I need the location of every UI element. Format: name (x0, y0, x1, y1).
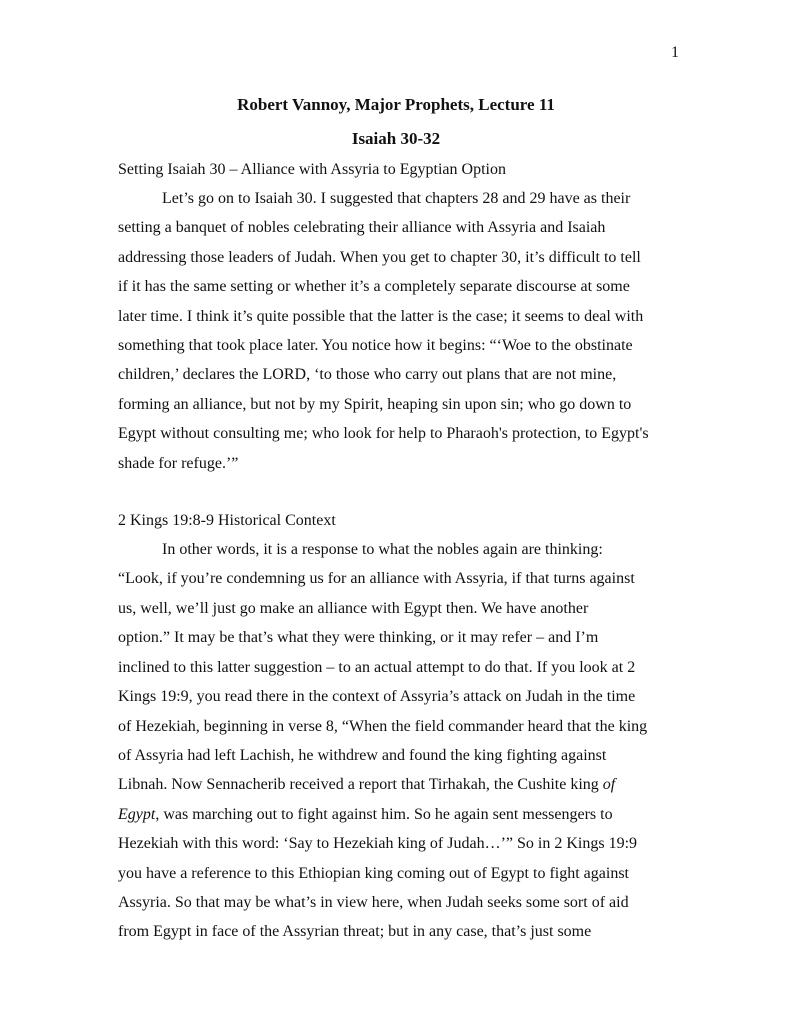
text-line: forming an alliance, but not by my Spirit, heaping sin upon sin; who go down to (118, 395, 632, 413)
text-line: In other words, it is a response to what the nobles again are thinking: (162, 541, 603, 559)
paragraph-setting (118, 184, 674, 478)
section-heading-historical-context: 2 Kings 19:8-9 Historical Context (118, 512, 336, 530)
document-body (118, 88, 674, 947)
text-line: Let’s go on to Isaiah 30. I suggested that chapters 28 and 29 have as their (162, 190, 631, 207)
text-line: Egypt without consulting me; who look for help to Pharaoh's protection, to Egypt's (118, 425, 649, 443)
text-line: Hezekiah with this word: ‘Say to Hezekiah king of Judah…’” So in 2 Kings 19:9 (118, 835, 638, 853)
lecture-title: Robert Vannoy, Major Prophets, Lecture 11 (237, 95, 555, 114)
text-line: of Hezekiah, beginning in verse 8, “When the field commander heard that the king (118, 717, 648, 735)
text-line: Kings 19:9, you read there in the context of Assyria’s attack on Judah in the time (118, 688, 636, 706)
text-line: Libnah. Now Sennacherib received a report that Tirhakah, the Cushite king of (118, 776, 616, 794)
text-line: addressing those leaders of Judah. When you get to chapter 30, it’s difficult to tell (118, 248, 641, 266)
text-line: shade for refuge.’” (118, 454, 239, 472)
text-line: children,’ declares the LORD, ‘to those who carry out plans that are not mine, (118, 366, 617, 384)
paragraph-spacer (118, 478, 674, 507)
section-heading-setting: Setting Isaiah 30 – Alliance with Assyria to Egyptian Option (118, 161, 506, 178)
lecture-subtitle: Isaiah 30-32 (351, 129, 441, 148)
text-line: if it has the same setting or whether it’s a completely separate discourse at some (118, 278, 630, 296)
text-line: later time. I think it’s quite possible that the latter is the case; it seems to deal with (118, 307, 644, 325)
text-line: Assyria. So that may be what’s in view here, when Judah seeks some sort of aid (118, 893, 629, 911)
text-line: something that took place later. You notice how it begins: “‘Woe to the obstinate (118, 337, 633, 355)
text-line: you have a reference to this Ethiopian king coming out of Egypt to fight against (118, 864, 629, 882)
text-line: us, well, we’ll just go make an alliance with Egypt then. We have another (118, 599, 589, 617)
text-line: Egypt, was marching out to fight against him. So he again sent messengers to (118, 805, 613, 823)
text-line: setting a banquet of nobles celebrating their alliance with Assyria and Isaiah (118, 219, 606, 237)
text-line: of Assyria had left Lachish, he withdrew and found the king fighting against (118, 746, 607, 764)
paragraph-historical-context (118, 535, 674, 947)
page-number: 1 (671, 44, 679, 61)
text-line: from Egypt in face of the Assyrian threat; but in any case, that’s just some (118, 923, 592, 941)
text-line: “Look, if you’re condemning us for an alliance with Assyria, if that turns against (118, 570, 635, 588)
text-line: inclined to this latter suggestion – to an actual attempt to do that. If you look at 2 (118, 658, 636, 676)
text-line: option.” It may be that’s what they were thinking, or it may refer – and I’m (118, 629, 599, 647)
